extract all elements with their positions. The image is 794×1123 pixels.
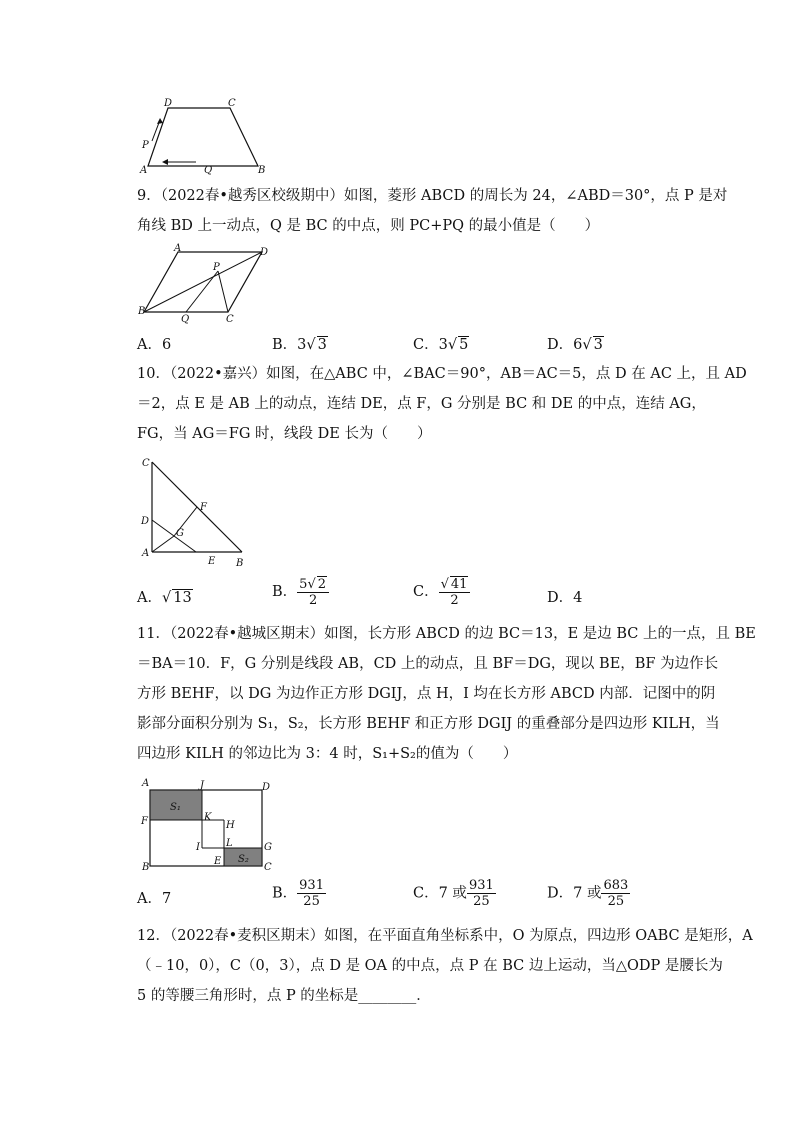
label-A: A <box>142 778 150 789</box>
q12-text-line2: （﹣10，0），C（0，3），点 D 是 OA 的中点，点 P 在 BC 边上运动，当△ODP 是腰长为 <box>137 958 723 974</box>
label-J: J <box>200 780 205 791</box>
label-D: D <box>260 247 269 258</box>
label-C: C <box>264 862 272 873</box>
q10-option-b[interactable]: B． $\frac{5√ 2}{2}$ <box>272 576 329 608</box>
q9-text-line1: 9．（2022春•越秀区校级期中）如图，菱形 ABCD 的周长为 24，∠ABD＝30°，点 P 是对 <box>137 188 728 204</box>
label-B: B <box>138 306 146 317</box>
q10-text-line3: FG，当 AG＝FG 时，线段 DE 长为（ ） <box>137 426 432 442</box>
label-D: D <box>262 782 271 793</box>
q10-option-d[interactable]: D．4 <box>547 590 583 606</box>
label-B: B <box>258 165 266 176</box>
label-E: E <box>214 856 222 867</box>
q11-option-c[interactable]: C．7 或 $\frac{931}{25}$ <box>413 878 494 909</box>
label-F: F <box>141 816 148 827</box>
label-Q: Q <box>204 165 213 176</box>
q10-option-a[interactable]: A．√ 13 <box>137 590 192 606</box>
q11-text-line2: ＝BA＝10．F，G 分别是线段 AB，CD 上的动点，且 BF＝DG，现以 BE，BF 为边作长 <box>137 656 719 672</box>
label-P: P <box>213 262 220 273</box>
figure-trapezoid <box>138 96 268 180</box>
q12-text-line3: 5 的等腰三角形时，点 P 的坐标是________． <box>137 988 431 1004</box>
figure-rhombus <box>138 242 272 328</box>
label-C: C <box>228 98 236 109</box>
label-H: H <box>226 820 235 831</box>
q11-text-line5: 四边形 KILH 的邻边比为 3：4 时，S₁+S₂的值为（ ） <box>137 746 518 762</box>
q9-option-b[interactable]: B．3√ 3 <box>272 337 327 353</box>
q9-option-c[interactable]: C．3√ 5 <box>413 337 469 353</box>
label-B: B <box>236 558 244 569</box>
q9-text-line2: 角线 BD 上一动点，Q 是 BC 的中点，则 PC+PQ 的最小值是（ ） <box>137 218 600 234</box>
label-K: K <box>204 812 212 823</box>
q10-text-line2: ＝2，点 E 是 AB 上的动点，连结 DE，点 F，G 分别是 BC 和 DE 的中点，连结 AG， <box>137 396 706 412</box>
q10-text-line1: 10．（2022•嘉兴）如图，在△ABC 中，∠BAC＝90°，AB＝AC＝5，点 D 在 AC 上，且 AD <box>137 366 747 382</box>
label-A: A <box>140 165 148 176</box>
label-G: G <box>264 842 272 853</box>
q10-option-c[interactable]: C． $\frac{√ 41}{2}$ <box>413 576 470 608</box>
label-D: D <box>141 516 150 527</box>
q11-option-d[interactable]: D．7 或 $\frac{683}{25}$ <box>547 878 629 909</box>
label-A: A <box>142 548 150 559</box>
label-E: E <box>208 556 216 567</box>
label-G: G <box>176 528 184 539</box>
label-C: C <box>226 314 234 324</box>
label-S2: S₂ <box>238 854 249 865</box>
label-P: P <box>142 140 149 151</box>
label-C: C <box>142 458 150 469</box>
label-F: F <box>200 502 207 513</box>
q11-option-a[interactable]: A．7 <box>137 891 172 907</box>
q11-text-line1: 11．（2022春•越城区期末）如图，长方形 ABCD 的边 BC＝13，E 是边 BC 上的一点，且 BE <box>137 626 756 642</box>
label-L: L <box>226 838 233 849</box>
q11-option-b[interactable]: B． $\frac{931}{25}$ <box>272 878 324 909</box>
label-S1: S₁ <box>170 802 181 813</box>
figure-rectangle-squares <box>138 776 278 880</box>
label-B: B <box>142 862 150 873</box>
label-I: I <box>196 842 200 853</box>
q11-text-line4: 影部分面积分别为 S₁，S₂，长方形 BEHF 和正方形 DGIJ 的重叠部分是四边形 KILH，当 <box>137 716 720 732</box>
q9-option-d[interactable]: D．6√ 3 <box>547 337 603 353</box>
label-A: A <box>174 243 182 254</box>
label-Q: Q <box>181 314 190 324</box>
q12-text-line1: 12．（2022春•麦积区期末）如图，在平面直角坐标系中，O 为原点，四边形 OABC 是矩形，A <box>137 928 753 944</box>
q9-option-a[interactable]: A．6 <box>137 337 172 353</box>
label-D: D <box>164 98 173 109</box>
figure-right-triangle <box>138 452 258 576</box>
q11-text-line3: 方形 BEHF，以 DG 为边作正方形 DGIJ，点 H，I 均在长方形 ABCD 内部．记图中的阴 <box>137 686 716 702</box>
